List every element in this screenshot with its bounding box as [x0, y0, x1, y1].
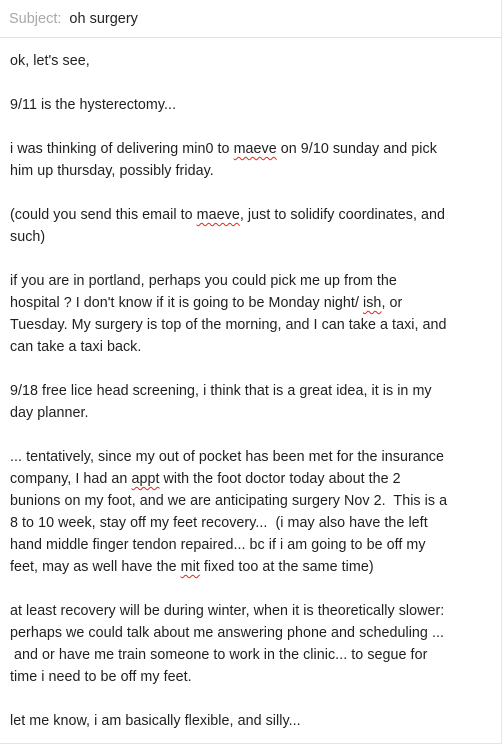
misspelled-word: maeve	[233, 141, 277, 157]
message-line	[10, 336, 491, 358]
subject-label: Subject:	[9, 10, 62, 27]
text-segment: and or have me train someone to work in the clinic... to segue for	[10, 647, 428, 663]
message-line	[10, 534, 491, 556]
message-line	[10, 710, 491, 732]
message-line	[10, 622, 491, 644]
misspelled-word: ish	[363, 295, 382, 311]
message-line	[10, 160, 491, 182]
message-line	[10, 270, 491, 292]
text-segment: feet, may as well have the	[10, 559, 181, 575]
subject-input[interactable]: oh surgery	[69, 10, 138, 27]
message-paragraph	[10, 138, 491, 182]
text-segment: ok, let's see,	[10, 53, 90, 69]
misspelled-word: mit	[180, 559, 200, 575]
text-segment: company, I had an	[10, 471, 132, 487]
text-segment: hospital ? I don't know if it is going to be Monday night/	[10, 295, 363, 311]
text-segment: time i need to be off my feet.	[10, 669, 192, 685]
text-segment: i was thinking of delivering min0 to	[10, 141, 234, 157]
message-line	[10, 600, 491, 622]
message-paragraph	[10, 94, 491, 116]
text-segment: if you are in portland, perhaps you could pick me up from the	[10, 273, 397, 289]
message-line	[10, 556, 491, 578]
subject-field[interactable]	[0, 0, 501, 38]
message-line	[10, 50, 491, 72]
message-line	[10, 446, 491, 468]
message-body[interactable]	[0, 38, 501, 732]
text-segment: with the foot doctor today about the 2	[159, 471, 401, 487]
text-segment: perhaps we could talk about me answering phone and scheduling ...	[10, 625, 445, 641]
message-paragraph	[10, 446, 491, 578]
message-paragraph	[10, 270, 491, 358]
message-line	[10, 512, 491, 534]
message-line	[10, 468, 491, 490]
message-line	[10, 204, 491, 226]
message-line	[10, 644, 491, 666]
message-line	[10, 292, 491, 314]
message-line	[10, 402, 491, 424]
text-segment: 8 to 10 week, stay off my feet recovery... (i may also have the left	[10, 515, 428, 531]
text-segment: day planner.	[10, 405, 89, 421]
message-line	[10, 138, 491, 160]
message-line	[10, 666, 491, 688]
misspelled-word: maeve	[196, 207, 240, 223]
message-paragraph	[10, 380, 491, 424]
text-segment: 9/18 free lice head screening, i think that is a great idea, it is in my	[10, 383, 432, 399]
text-segment: hand middle finger tendon repaired... bc if i am going to be off my	[10, 537, 426, 553]
text-segment: (could you send this email to	[10, 207, 197, 223]
text-segment: let me know, i am basically flexible, and silly...	[10, 713, 301, 729]
text-segment: bunions on my foot, and we are anticipating surgery Nov 2. This is a	[10, 493, 448, 509]
text-segment: on 9/10 sunday and pick	[276, 141, 437, 157]
text-segment: Tuesday. My surgery is top of the morning, and I can take a taxi, and	[10, 317, 447, 333]
text-segment: 9/11 is the hysterectomy...	[10, 97, 177, 113]
text-segment: , or	[381, 295, 403, 311]
message-line	[10, 226, 491, 248]
message-line	[10, 94, 491, 116]
text-segment: can take a taxi back.	[10, 339, 142, 355]
message-paragraph	[10, 710, 491, 732]
text-segment: at least recovery will be during winter, when it is theoretically slower:	[10, 603, 445, 619]
text-segment: such)	[10, 229, 46, 245]
message-line	[10, 490, 491, 512]
message-line	[10, 314, 491, 336]
message-paragraph	[10, 204, 491, 248]
text-segment: , just to solidify coordinates, and	[239, 207, 446, 223]
misspelled-word: appt	[131, 471, 160, 487]
text-segment: him up thursday, possibly friday.	[10, 163, 214, 179]
message-paragraph	[10, 50, 491, 72]
message-line	[10, 380, 491, 402]
text-segment: fixed too at the same time)	[199, 559, 374, 575]
text-segment: ... tentatively, since my out of pocket has been met for the insurance	[10, 449, 444, 465]
message-paragraph	[10, 600, 491, 688]
